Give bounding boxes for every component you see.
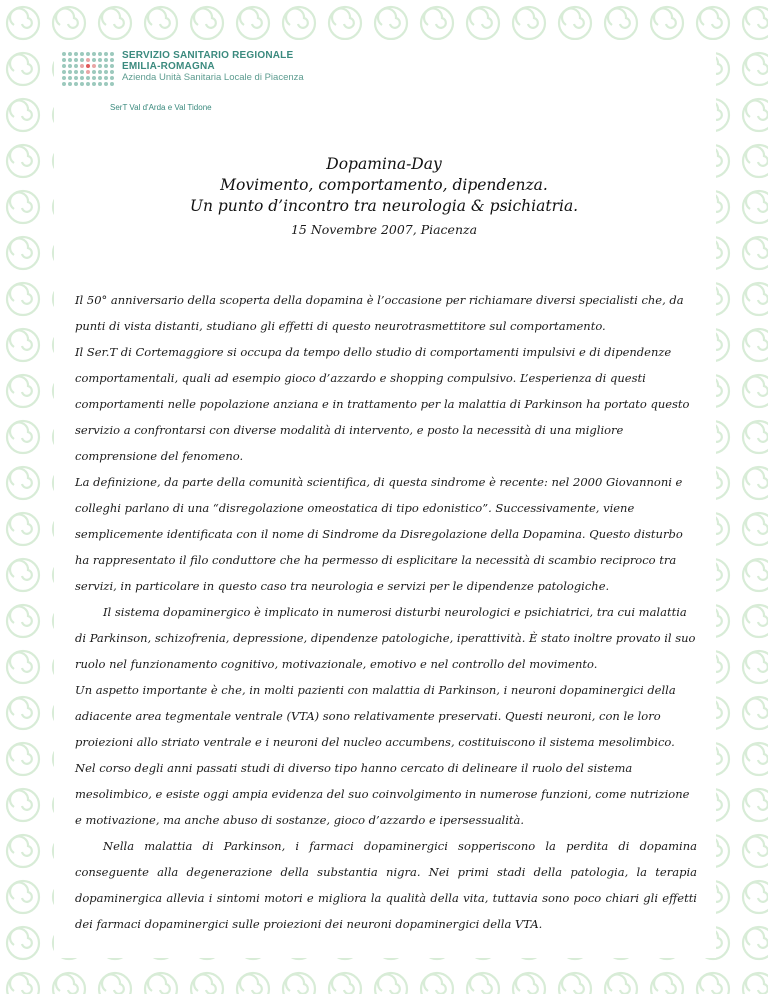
paragraph: Un aspetto importante è che, in molti pazienti con malattia di Parkinson, i neuroni dopaminergici della adiacente area tegmentale ventrale (VTA) sono relativamente preservati. Questi neuroni, con le loro proiezioni allo striato ventrale e i neuroni del nucleo accumbens, costituiscono il sistema mesolimbico. Nel corso degli anni passati studi di diverso tipo hanno cercato di delineare il ruolo del sistema mesolimbico, e esiste oggi ampia evidenza del suo coinvolgimento in numerose funzioni, come nutrizione e motivazione, ma anche abuso di sostanze, gioco d’azzardo e ipersessualità. xyxy=(75,683,690,827)
paragraph: La definizione, da parte della comunità scientifica, di questa sindrome è recente: nel 2000 Giovannoni e colleghi parlano di una “disregolazione omeostatica di tipo edonistico”. Successivamente, viene semplicemente identificata con il nome di Sindrome da Disregolazione della Dopamina. Questo disturbo ha rappresentato il filo conduttore che ha permesso di esplicitare la necessità di scambio reciproco tra servizi, in particolare in questo caso tra neurologia e servizi per le dipendenze patologiche. xyxy=(75,475,683,593)
paragraph: Il Ser.T di Cortemaggiore si occupa da tempo dello studio di comportamenti impulsivi e di dipendenze comportamentali, quali ad esempio gioco d’azzardo e shopping compulsivo. L’esperienza di questi comportamenti nelle popolazione anziana e in trattamento per la malattia di Parkinson ha portato questo servizio a confrontarsi con diverse modalità di intervento, e posto la necessità di una migliore comprensione del fenomeno. xyxy=(75,345,690,463)
title-line-1: Dopamina-Day xyxy=(326,155,442,173)
title-line-3: Un punto d’incontro tra neurologia & psichiatria. xyxy=(189,197,579,215)
org-line-region: EMILIA-ROMAGNA xyxy=(122,61,215,72)
paragraph: Il 50° anniversario della scoperta della dopamina è l’occasione per richiamare diversi specialisti che, da punti di vista distanti, studiano gli effetti di questo neurotrasmettitore sul comportamento. xyxy=(75,293,684,333)
regional-health-logo-icon xyxy=(62,52,114,86)
organization-name xyxy=(122,50,304,83)
document-title-block xyxy=(0,154,768,241)
organization-header xyxy=(62,50,304,86)
document-body xyxy=(75,287,697,937)
org-line-region-service: SERVIZIO SANITARIO REGIONALE xyxy=(122,50,294,61)
paragraph: Il sistema dopaminergico è implicato in numerosi disturbi neurologici e psichiatrici, tra cui malattia di Parkinson, schizofrenia, depressione, dipendenze patologiche, iperattività. È stato inoltre provato il suo ruolo nel funzionamento cognitivo, motivazionale, emotivo e nel controllo del movimento. xyxy=(75,605,696,671)
event-date: 15 Novembre 2007, Piacenza xyxy=(290,222,478,237)
title-line-2: Movimento, comportamento, dipendenza. xyxy=(220,176,548,194)
org-line-local-authority: Azienda Unità Sanitaria Locale di Piacenza xyxy=(122,72,304,83)
service-unit-label: SerT Val d'Arda e Val Tidone xyxy=(110,103,212,112)
paragraph: Nella malattia di Parkinson, i farmaci dopaminergici sopperiscono la perdita di dopamina conseguente alla degenerazione della substantia nigra. Nei primi stadi della patologia, la terapia dopaminergica allevia i sintomi motori e migliora la qualità della vita, tuttavia sono poco chiari gli effetti dei farmaci dopaminergici sulle proiezioni dei neuroni dopaminergici della VTA. xyxy=(75,839,697,931)
